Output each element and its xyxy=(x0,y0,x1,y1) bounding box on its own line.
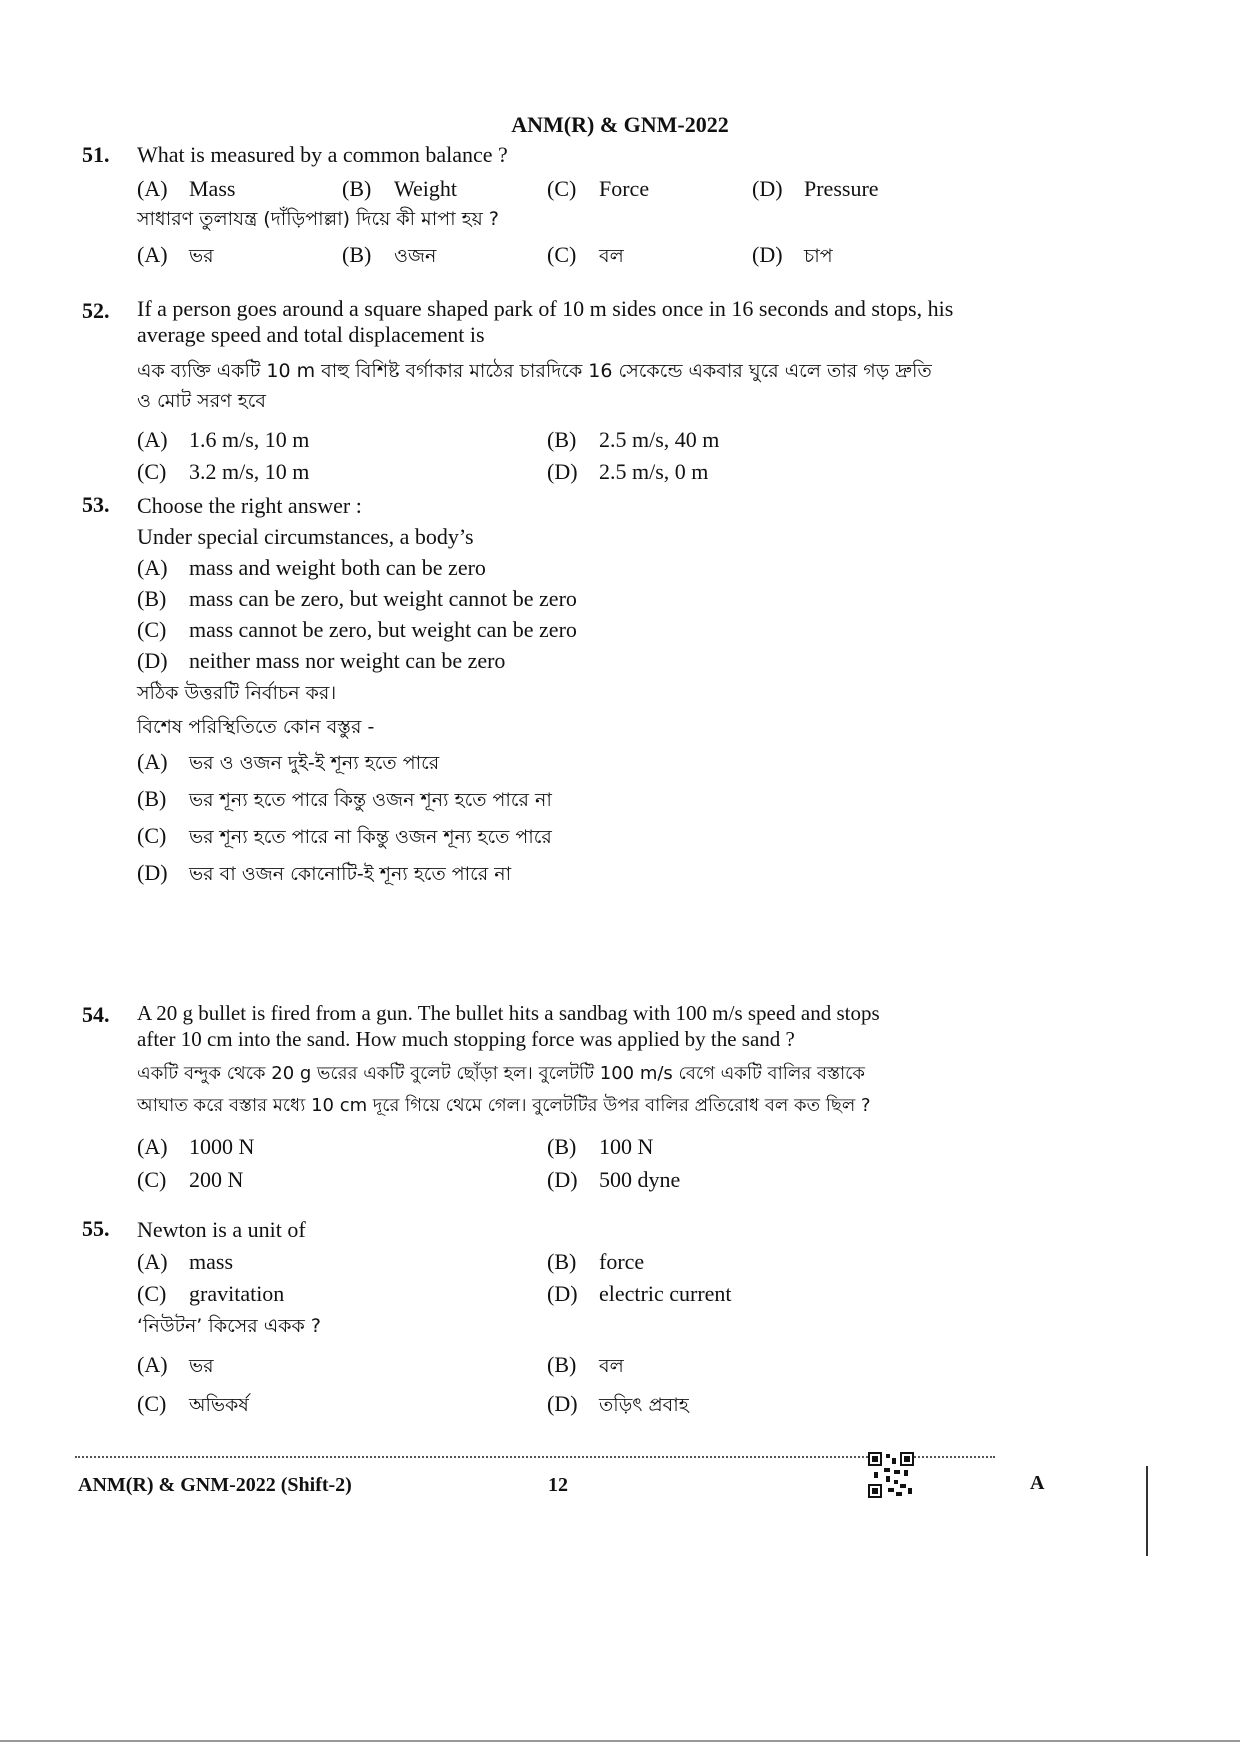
option-d-bn: (D) ভর বা ওজন কোনোটি-ই শূন্য হতে পারে না xyxy=(137,860,512,885)
margin-mark xyxy=(1146,1466,1148,1556)
option-d-bn: (D) চাপ xyxy=(752,242,833,267)
option-d: (D) Pressure xyxy=(752,176,879,201)
option-c: (C) 3.2 m/s, 10 m xyxy=(137,459,310,484)
instruction-bn: সঠিক উত্তরটি নির্বাচন কর। xyxy=(137,682,337,704)
option-b-bn: (B) ভর শূন্য হতে পারে কিন্তু ওজন শূন্য হতে পারে না xyxy=(137,786,552,811)
question-text-en: Newton is a unit of xyxy=(137,1217,306,1242)
option-d: (D) electric current xyxy=(547,1281,732,1306)
option-a-bn: (A) ভর xyxy=(137,1352,214,1377)
option-d: (D) 2.5 m/s, 0 m xyxy=(547,459,709,484)
question-text-en: A 20 g bullet is fired from a gun. The bullet hits a sandbag with 100 m/s speed and stops xyxy=(137,1001,880,1025)
option-c-bn: (C) অভিকর্ষ xyxy=(137,1391,249,1416)
question-52 xyxy=(82,296,1062,488)
option-b: (B) 100 N xyxy=(547,1134,654,1159)
question-text-bn: ‘নিউটন’ কিসের একক ? xyxy=(137,1315,321,1337)
option-d: (D) neither mass nor weight can be zero xyxy=(137,648,506,673)
question-54 xyxy=(82,1000,1062,1196)
question-55 xyxy=(82,1214,1062,1424)
page-number: 12 xyxy=(548,1474,568,1496)
question-53 xyxy=(82,490,1062,892)
set-code: A xyxy=(1030,1472,1045,1494)
option-b-bn: (B) ওজন xyxy=(342,242,437,267)
option-d: (D) 500 dyne xyxy=(547,1167,681,1192)
option-a: (A) mass xyxy=(137,1249,233,1274)
page-header: ANM(R) & GNM-2022 xyxy=(511,112,729,137)
option-a: (A) 1.6 m/s, 10 m xyxy=(137,427,310,452)
option-a: (A) 1000 N xyxy=(137,1134,255,1159)
option-b: (B) 2.5 m/s, 40 m xyxy=(547,427,720,452)
question-text-bn-cont: আঘাত করে বস্তার মধ্যে 10 cm দূরে গিয়ে থেমে গেল। বুলেটটির উপর বালির প্রতিরোধ বল কত ছিল ? xyxy=(137,1095,871,1116)
qr-code-icon xyxy=(868,1452,914,1498)
page-edge xyxy=(0,1740,1240,1742)
question-text-en-cont: average speed and total displacement is xyxy=(137,322,485,347)
option-c-bn: (C) বল xyxy=(547,242,624,267)
question-text-en: What is measured by a common balance ? xyxy=(137,142,508,167)
option-c: (C) mass cannot be zero, but weight can be zero xyxy=(137,617,577,642)
question-number: 52. xyxy=(82,298,110,323)
option-a: (A) Mass xyxy=(137,176,236,201)
option-c: (C) 200 N xyxy=(137,1167,244,1192)
option-c: (C) Force xyxy=(547,176,650,201)
footer-divider xyxy=(75,1456,995,1458)
instruction-en: Choose the right answer : xyxy=(137,493,362,518)
option-a-bn: (A) ভর xyxy=(137,242,214,267)
question-text-en: Under special circumstances, a body’s xyxy=(137,524,474,549)
option-a-bn: (A) ভর ও ওজন দুই-ই শূন্য হতে পারে xyxy=(137,749,440,774)
option-c-bn: (C) ভর শূন্য হতে পারে না কিন্তু ওজন শূন্য হতে পারে xyxy=(137,823,552,848)
option-c: (C) gravitation xyxy=(137,1281,285,1306)
question-text-en: If a person goes around a square shaped park of 10 m sides once in 16 seconds and stops, his xyxy=(137,296,954,321)
option-b: (B) force xyxy=(547,1249,645,1274)
question-text-bn: একটি বন্দুক থেকে 20 g ভরের একটি বুলেট ছোঁড়া হল। বুলেটটি 100 m/s বেগে একটি বালির বস্তাকে xyxy=(137,1063,865,1084)
question-text-en-cont: after 10 cm into the sand. How much stopping force was applied by the sand ? xyxy=(137,1027,795,1051)
question-text-bn: সাধারণ তুলাযন্ত্র (দাঁড়িপাল্লা) দিয়ে কী মাপা হয় ? xyxy=(137,208,499,230)
option-b-bn: (B) বল xyxy=(547,1352,624,1377)
option-a: (A) mass and weight both can be zero xyxy=(137,555,486,580)
question-text-bn-cont: ও মোট সরণ হবে xyxy=(137,390,266,412)
question-number: 53. xyxy=(82,492,110,517)
footer-exam-title: ANM(R) & GNM-2022 (Shift-2) xyxy=(78,1474,352,1496)
question-number: 51. xyxy=(82,142,110,167)
question-number: 55. xyxy=(82,1216,110,1241)
question-51 xyxy=(82,140,1062,271)
question-text-bn: এক ব্যক্তি একটি 10 m বাহু বিশিষ্ট বর্গাকার মাঠের চারদিকে 16 সেকেন্ডে একবার ঘুরে এলে তার গড় দ্রুতি xyxy=(137,360,932,382)
option-d-bn: (D) তড়িৎ প্রবাহ xyxy=(547,1391,689,1416)
option-b: (B) Weight xyxy=(342,176,457,201)
option-b: (B) mass can be zero, but weight cannot be zero xyxy=(137,586,577,611)
question-number: 54. xyxy=(82,1002,110,1027)
question-text-bn: বিশেষ পরিস্থিতিতে কোন বস্তুর - xyxy=(137,716,375,738)
